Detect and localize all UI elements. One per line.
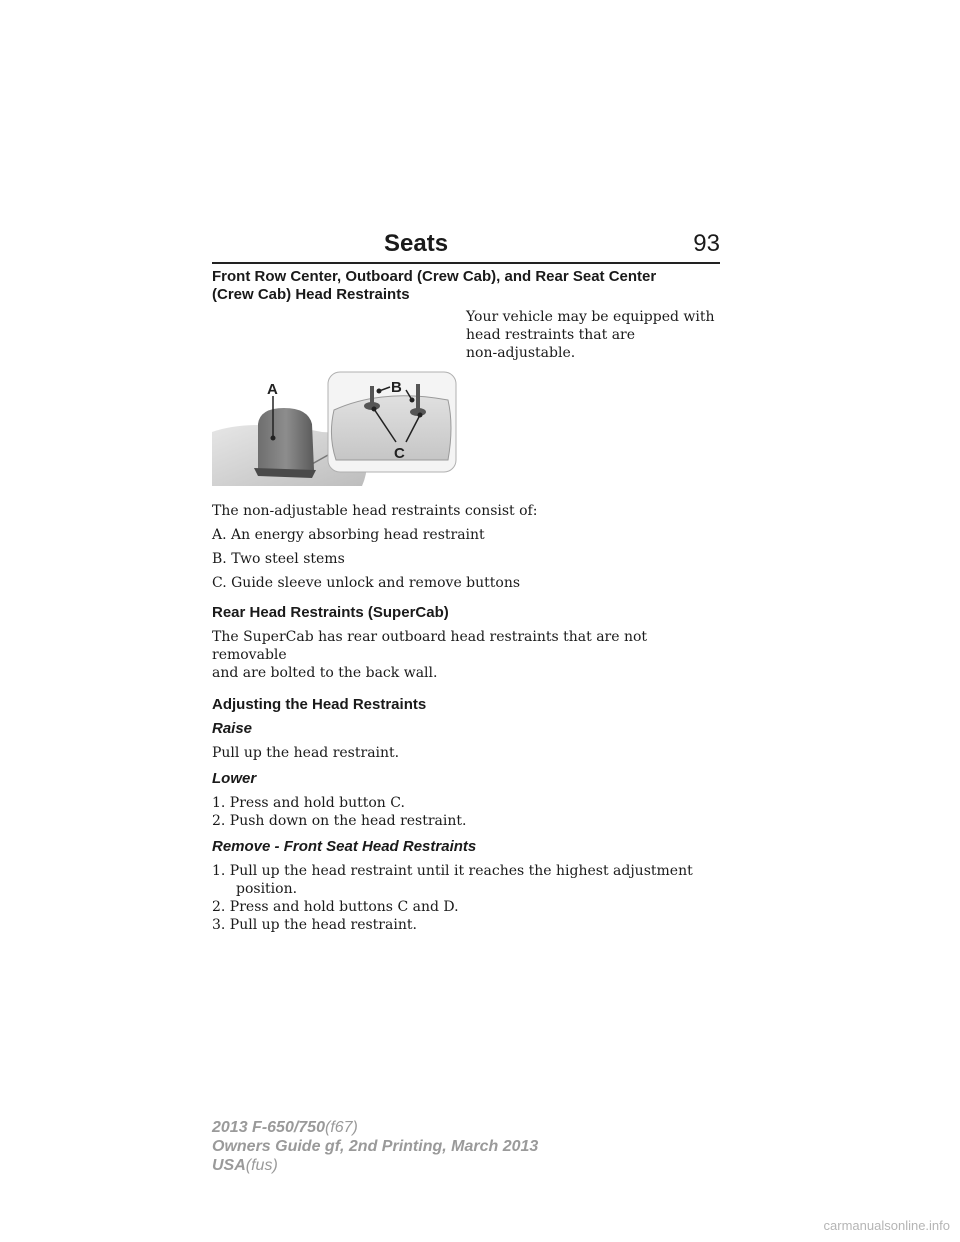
watermark-text: carmanualsonline.info bbox=[823, 1218, 950, 1233]
footer-edition: Owners Guide gf, 2nd Printing, March 2013 bbox=[212, 1138, 539, 1155]
list-item: 2. Push down on the head restraint. bbox=[212, 813, 467, 829]
figure-label-a: A bbox=[267, 381, 278, 398]
remove-steps bbox=[212, 862, 720, 934]
list-item: 2. Press and hold buttons C and D. bbox=[212, 899, 459, 915]
page-header bbox=[212, 226, 720, 264]
footer-model: 2013 F-650/750(f67) bbox=[212, 1119, 358, 1136]
list-item: 3. Pull up the head restraint. bbox=[212, 917, 417, 933]
list-item: 1. Pull up the head restraint until it reaches the highest adjustment position. bbox=[212, 863, 693, 897]
subheading-raise: Raise bbox=[212, 720, 253, 737]
list-item: A. An energy absorbing head restraint bbox=[212, 527, 485, 543]
figure-label-b: B bbox=[391, 379, 402, 396]
consist-of-text: The non-adjustable head restraints consist of: bbox=[212, 503, 538, 519]
footer-market: USA(fus) bbox=[212, 1157, 278, 1174]
figure-caption-text: Your vehicle may be equipped with head restraints that are non-adjustable. bbox=[466, 309, 715, 361]
list-item: B. Two steel stems bbox=[212, 551, 345, 567]
list-item: 1. Press and hold button C. bbox=[212, 795, 405, 811]
head-restraint-illustration bbox=[212, 314, 458, 486]
page-footer bbox=[212, 1118, 732, 1175]
figure-row bbox=[212, 309, 720, 486]
page-content bbox=[212, 268, 720, 934]
subheading-lower: Lower bbox=[212, 770, 257, 787]
raise-text: Pull up the head restraint. bbox=[212, 745, 400, 761]
page-number: 93 bbox=[693, 230, 720, 257]
lower-steps bbox=[212, 794, 720, 830]
subheading-remove: Remove - Front Seat Head Restraints bbox=[212, 838, 477, 855]
section-heading-supercab: Rear Head Restraints (SuperCab) bbox=[212, 604, 449, 621]
figure-label-c: C bbox=[394, 445, 405, 462]
list-item: C. Guide sleeve unlock and remove buttons bbox=[212, 575, 521, 591]
supercab-text: The SuperCab has rear outboard head restraints that are not removable and are bolted to the back wall. bbox=[212, 629, 648, 681]
section-heading-front-row: Front Row Center, Outboard (Crew Cab), and Rear Seat Center (Crew Cab) Head Restraints bbox=[212, 268, 657, 303]
section-heading-adjusting: Adjusting the Head Restraints bbox=[212, 696, 427, 713]
page-title: Seats bbox=[384, 230, 449, 257]
